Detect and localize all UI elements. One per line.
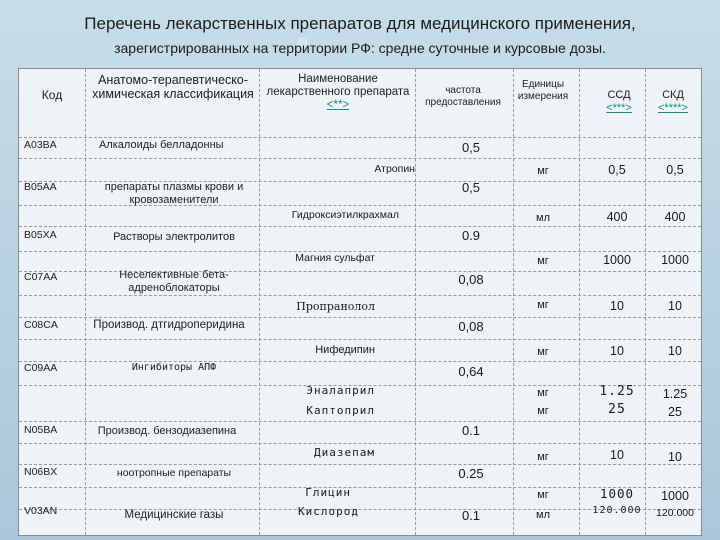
group-code: N06BX: [24, 466, 58, 478]
header-frequency: частота предоставления: [425, 85, 501, 108]
group-frequency: 0,08: [458, 272, 484, 287]
page-title: Перечень лекарственных препаратов для медицинского применения,: [84, 14, 636, 33]
header-drug-name-link[interactable]: <**>: [326, 99, 350, 112]
drug-skd: 1.25: [662, 387, 688, 401]
group-code: N05BA: [24, 424, 58, 436]
page-subtitle: зарегистрированных на территории РФ: средне суточные и курсовые дозы.: [114, 40, 606, 56]
drug-name: Пропранолол: [296, 300, 375, 313]
group-code: C08CA: [24, 319, 58, 331]
drug-name: Кислород: [298, 505, 359, 518]
header-ssd-link[interactable]: <***>: [606, 101, 632, 114]
drug-name: Гидроксиэтилкрахмал: [291, 209, 399, 221]
group-code: C09AA: [24, 362, 58, 374]
group-frequency: 0,5: [461, 140, 481, 155]
drug-unit: мг: [537, 405, 549, 417]
drug-skd: 10: [668, 299, 682, 313]
drug-name: Магния сульфат: [295, 252, 375, 264]
drug-ssd: 10: [610, 344, 624, 358]
group-atx: препараты плазмы крови и кровозаменители: [104, 181, 244, 206]
header-drug-name: Наименование лекарственного препарата <**>: [266, 73, 410, 112]
drug-ssd: 10: [610, 448, 624, 462]
drug-skd: 10: [668, 344, 682, 358]
group-frequency: 0,08: [458, 319, 484, 334]
drug-skd: 10: [668, 450, 682, 464]
drug-table: [18, 68, 702, 536]
header-skd-link[interactable]: <****>: [658, 101, 688, 114]
group-code: A03BA: [24, 139, 57, 151]
group-frequency: 0.9: [461, 228, 481, 243]
drug-ssd: 0,5: [608, 163, 626, 177]
drug-skd: 400: [664, 210, 686, 224]
drug-ssd: 1.25: [599, 384, 635, 399]
drug-unit: мг: [537, 451, 549, 463]
group-code: B05XA: [24, 229, 57, 241]
drug-unit: мг: [537, 299, 549, 311]
drug-ssd: 10: [610, 299, 624, 313]
drug-ssd: 1000: [603, 253, 631, 267]
group-code: C07AA: [24, 271, 58, 283]
group-frequency: 0.1: [461, 423, 481, 438]
drug-name: Каптоприл: [306, 404, 375, 417]
drug-skd: 25: [668, 405, 682, 419]
group-atx: Медицинские газы: [124, 509, 224, 521]
group-atx: Растворы электролитов: [113, 231, 235, 243]
drug-ssd: 400: [606, 210, 628, 224]
header-skd: СКД <****>: [645, 89, 701, 114]
group-atx: Алкалоиды белладонны: [99, 139, 224, 151]
group-atx: Производ. дтгидроперидина: [93, 319, 245, 331]
group-frequency: 0.25: [458, 466, 484, 481]
group-frequency: 0,64: [458, 364, 484, 379]
header-atx: Анатомо-терапевтическо-химическая классификация: [92, 73, 254, 102]
drug-unit: мл: [536, 212, 550, 224]
group-code: B05AA: [24, 181, 57, 193]
drug-unit: мг: [537, 346, 549, 358]
drug-skd: 120.000: [656, 507, 694, 519]
drug-unit: мг: [537, 387, 549, 399]
group-atx: Производ. бензодиазепина: [97, 425, 237, 437]
drug-skd: 0,5: [666, 163, 684, 177]
group-atx: Неселективные бета-адреноблокаторы: [119, 269, 229, 294]
drug-name: Атропин: [374, 163, 415, 175]
group-code: V03AN: [24, 505, 58, 517]
drug-ssd: 1000: [599, 486, 635, 501]
group-atx: ноотропные препараты: [116, 467, 232, 479]
drug-ssd: 120.000: [592, 505, 642, 516]
drug-ssd: 25: [608, 402, 626, 417]
drug-skd: 1000: [661, 489, 689, 503]
header-ssd: ССД <***>: [591, 89, 647, 114]
group-frequency: 0,5: [461, 180, 481, 195]
drug-skd: 1000: [661, 253, 689, 267]
drug-unit: мг: [537, 255, 549, 267]
drug-name: Глицин: [305, 486, 351, 499]
drug-name: Эналаприл: [306, 384, 375, 397]
drug-unit: мг: [537, 489, 549, 501]
group-frequency: 0.1: [461, 508, 481, 523]
header-code: Код: [41, 88, 63, 102]
group-atx: Ингибиторы АПФ: [131, 362, 217, 373]
drug-name: Нифедипин: [315, 344, 375, 356]
drug-name: Диазепам: [314, 446, 375, 459]
header-units: Единицы измерения: [517, 79, 569, 102]
drug-unit: мл: [536, 509, 550, 521]
drug-unit: мг: [537, 165, 549, 177]
